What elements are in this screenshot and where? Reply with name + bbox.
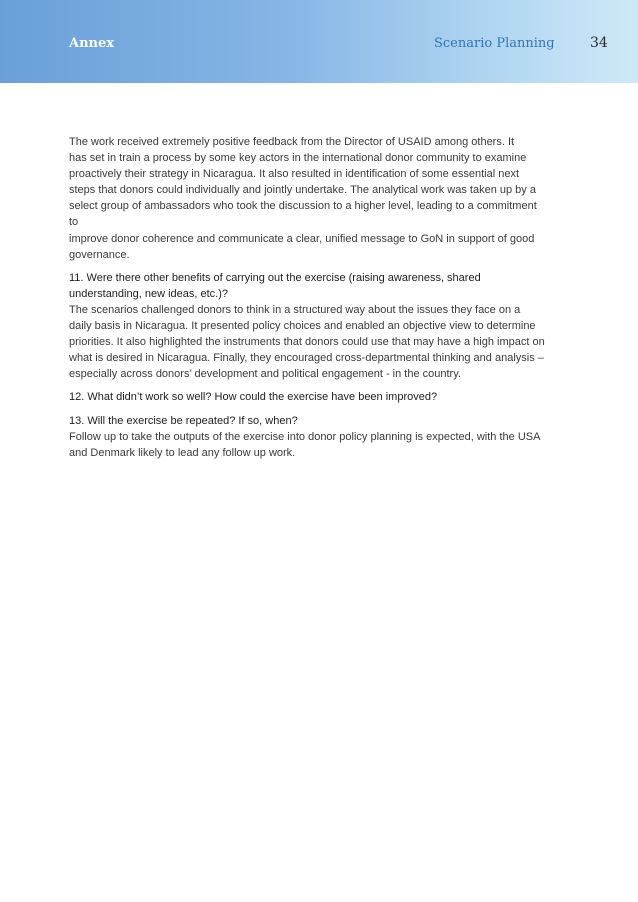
header-section-title: Scenario Planning <box>434 36 555 51</box>
answer-11 <box>69 302 547 382</box>
text-line: Follow up to take the outputs of the exercise into donor policy planning is expected, with the USA <box>69 430 541 443</box>
text-line: The work received extremely positive feedback from the Director of USAID among others. It <box>69 136 515 148</box>
paragraph-feedback <box>69 134 547 263</box>
page-content <box>69 134 547 461</box>
text-line: governance. <box>69 248 130 261</box>
header-annex-label: Annex <box>69 36 115 51</box>
question-12: 12. What didn’t work so well? How could the exercise have been improved? <box>69 391 438 404</box>
text-line: understanding, new ideas, etc.)? <box>69 287 228 300</box>
page-number: 34 <box>590 35 608 51</box>
text-line: daily basis in Nicaragua. It presented policy choices and enabled an objective view to determine <box>69 320 536 333</box>
text-line: and Denmark likely to lead any follow up work. <box>69 446 296 459</box>
text-line: select group of ambassadors who took the discussion to a higher level, leading to a commitment to <box>69 200 537 229</box>
question-11 <box>69 270 547 302</box>
page-header-band <box>0 0 638 83</box>
answer-13 <box>69 429 547 461</box>
question-13: 13. Will the exercise be repeated? If so, when? <box>69 414 298 427</box>
text-line: steps that donors could individually and jointly undertake. The analytical work was taken up by a <box>69 184 536 197</box>
text-line: priorities. It also highlighted the instruments that donors could use that may have a high impact on <box>69 336 545 349</box>
text-line: proactively their strategy in Nicaragua. It also resulted in identification of some essential next <box>69 168 520 181</box>
text-line: especially across donors’ development and political engagement - in the country. <box>69 368 461 381</box>
text-line: improve donor coherence and communicate a clear, unified message to GoN in support of good <box>69 232 535 245</box>
text-line: The scenarios challenged donors to think in a structured way about the issues they face on a <box>69 303 521 316</box>
text-line: has set in train a process by some key actors in the international donor community to examine <box>69 152 527 165</box>
text-line: 11. Were there other benefits of carrying out the exercise (raising awareness, shared <box>69 271 481 284</box>
text-line: what is desired in Nicaragua. Finally, they encouraged cross-departmental thinking and analysis – <box>69 352 544 365</box>
